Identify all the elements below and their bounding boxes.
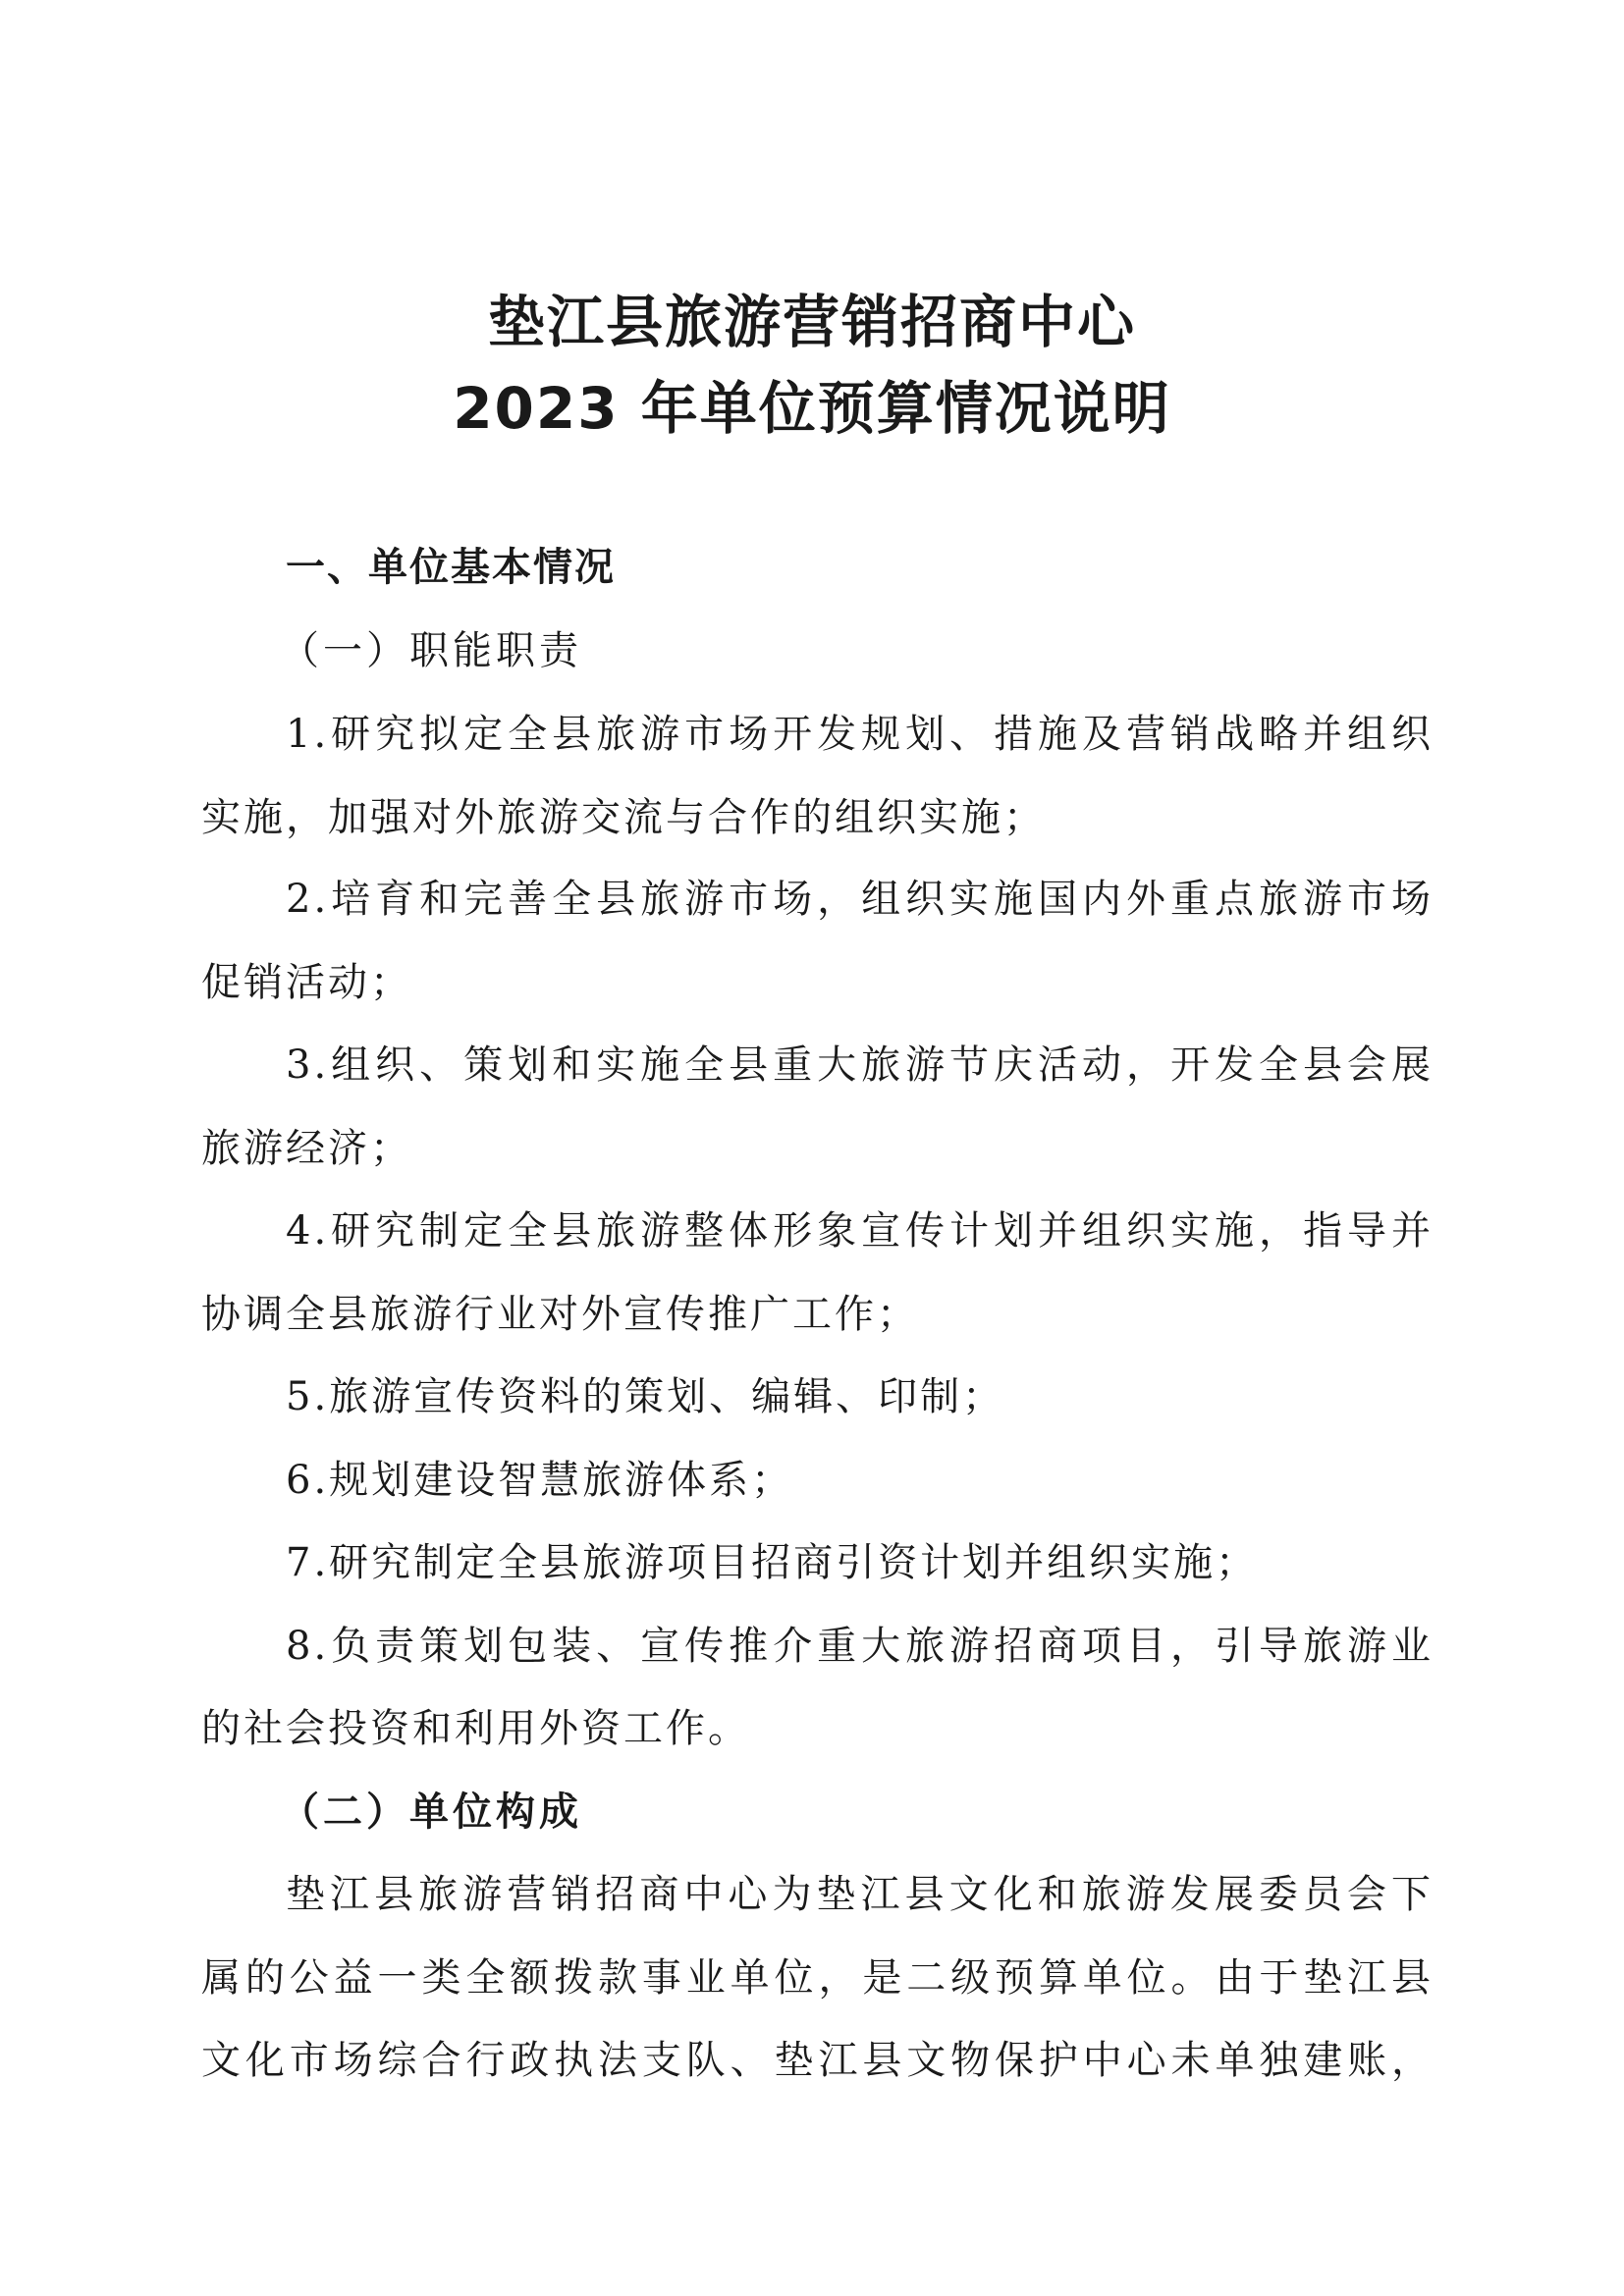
duty-item-4-line2: 协调全县旅游行业对外宣传推广工作；	[201, 1292, 919, 1337]
composition-para-line3: 文化市场综合行政执法支队、垫江县文物保护中心未单独建账，	[201, 2038, 1434, 2083]
duty-item-6: 6.规划建设智慧旅游体系；	[286, 1458, 794, 1503]
duty-item-7: 7.研究制定全县旅游项目招商引资计划并组织实施；	[286, 1540, 1259, 1585]
duty-item-1-line2: 实施，加强对外旅游交流与合作的组织实施；	[201, 795, 1046, 840]
composition-para-line1: 垫江县旅游营销招商中心为垫江县文化和旅游发展委员会下	[286, 1872, 1434, 1917]
document-title-line2: 2023 年单位预算情况说明	[453, 375, 1171, 442]
document-title-line1: 垫江县旅游营销招商中心	[487, 289, 1136, 355]
duty-item-1-line1: 1.研究拟定全县旅游市场开发规划、措施及营销战略并组织	[286, 712, 1434, 757]
duty-item-4-line1: 4.研究制定全县旅游整体形象宣传计划并组织实施，指导并	[286, 1208, 1434, 1254]
duty-item-3-line1: 3.组织、策划和实施全县重大旅游节庆活动，开发全县会展	[286, 1042, 1434, 1088]
duty-item-2-line1: 2.培育和完善全县旅游市场，组织实施国内外重点旅游市场	[286, 877, 1434, 922]
duty-item-8-line2: 的社会投资和利用外资工作。	[201, 1706, 750, 1751]
subsection-heading-composition: （二）单位构成	[280, 1789, 582, 1835]
duty-item-5: 5.旅游宣传资料的策划、编辑、印制；	[286, 1374, 1005, 1419]
subsection-heading-duties: （一）职能职责	[280, 628, 582, 673]
composition-para-line2: 属的公益一类全额拨款事业单位，是二级预算单位。由于垫江县	[201, 1955, 1434, 2001]
duty-item-8-line1: 8.负责策划包装、宣传推介重大旅游招商项目，引导旅游业	[286, 1624, 1434, 1669]
section-heading-basic-info: 一、单位基本情况	[286, 545, 616, 590]
duty-item-3-line2: 旅游经济；	[201, 1126, 412, 1171]
duty-item-2-line2: 促销活动；	[201, 960, 412, 1005]
